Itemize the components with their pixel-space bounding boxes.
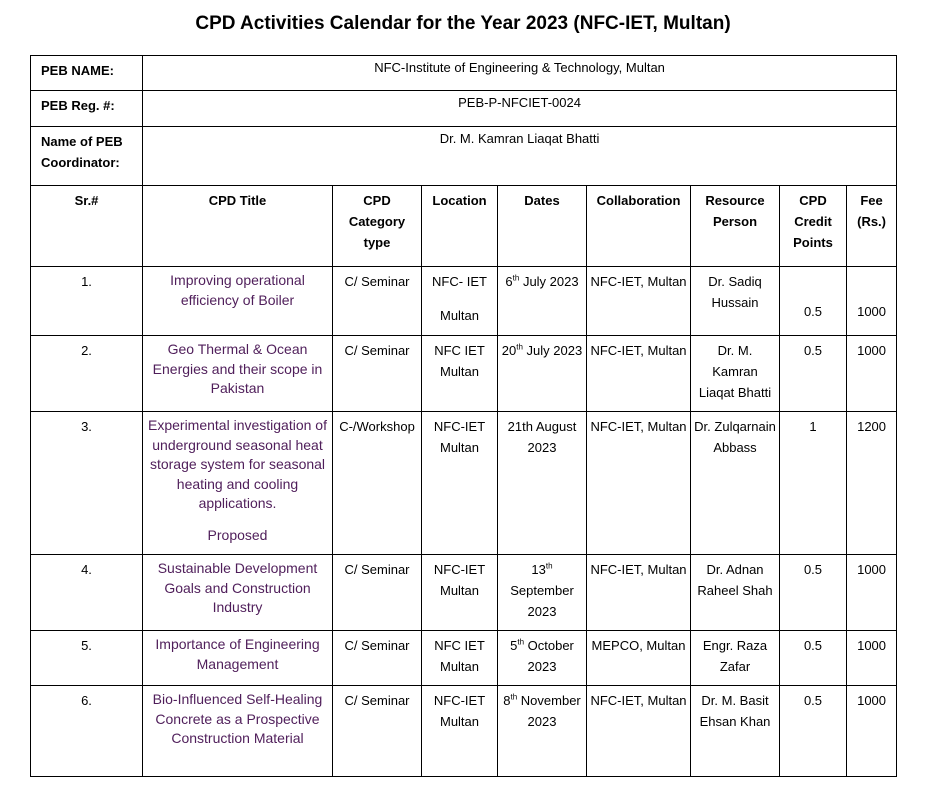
peb-reg-value: PEB-P-NFCIET-0024 bbox=[143, 91, 897, 127]
row-fee: 1000 bbox=[847, 686, 897, 777]
peb-name-row bbox=[31, 56, 897, 91]
row-resource: Dr. M. Kamran Liaqat Bhatti bbox=[691, 336, 780, 412]
cpd-calendar-table bbox=[30, 55, 897, 777]
row-resource: Dr. Adnan Raheel Shah bbox=[691, 555, 780, 631]
row-location-line2: Multan bbox=[439, 308, 480, 323]
row-credit: 0.5 bbox=[780, 336, 847, 412]
row-sr: 5. bbox=[31, 631, 143, 686]
table-row bbox=[31, 686, 897, 777]
table-row bbox=[31, 412, 897, 555]
peb-reg-label: PEB Reg. #: bbox=[31, 91, 143, 127]
row-location: NFC-IET Multan bbox=[422, 412, 498, 555]
header-dates: Dates bbox=[498, 186, 587, 267]
row-credit: 1 bbox=[780, 412, 847, 555]
row-date: 20th July 2023 bbox=[498, 336, 587, 412]
row-status-note: Proposed bbox=[207, 526, 268, 543]
row-category: C/ Seminar bbox=[333, 631, 422, 686]
coordinator-label: Name of PEB Coordinator: bbox=[31, 127, 143, 186]
table-row bbox=[31, 336, 897, 412]
row-title: Geo Thermal & Ocean Energies and their scope in Pakistan bbox=[143, 336, 333, 412]
row-date: 8th November 2023 bbox=[498, 686, 587, 777]
row-collaboration: NFC-IET, Multan bbox=[587, 555, 691, 631]
row-fee: 1000 bbox=[847, 336, 897, 412]
row-credit: 0.5 bbox=[780, 555, 847, 631]
row-collaboration: NFC-IET, Multan bbox=[587, 336, 691, 412]
row-sr: 3. bbox=[31, 412, 143, 555]
header-row bbox=[31, 186, 897, 267]
peb-name-label: PEB NAME: bbox=[31, 56, 143, 91]
row-fee: 1000 bbox=[847, 555, 897, 631]
peb-name-value: NFC-Institute of Engineering & Technology, Multan bbox=[143, 56, 897, 91]
row-date: 21th August 2023 bbox=[498, 412, 587, 555]
row-collaboration: NFC-IET, Multan bbox=[587, 412, 691, 555]
row-title bbox=[143, 412, 333, 555]
row-resource: Engr. Raza Zafar bbox=[691, 631, 780, 686]
header-resource: Resource Person bbox=[691, 186, 780, 267]
header-fee: Fee (Rs.) bbox=[847, 186, 897, 267]
row-location: NFC IET Multan bbox=[422, 336, 498, 412]
row-credit: 0.5 bbox=[780, 686, 847, 777]
row-location bbox=[422, 267, 498, 336]
row-category: C/ Seminar bbox=[333, 686, 422, 777]
row-title: Improving operational efficiency of Boiler bbox=[143, 267, 333, 336]
coordinator-row bbox=[31, 127, 897, 186]
row-fee: 1000 bbox=[847, 631, 897, 686]
table-row bbox=[31, 555, 897, 631]
row-sr: 1. bbox=[31, 267, 143, 336]
header-location: Location bbox=[422, 186, 498, 267]
row-fee: 1000 bbox=[847, 267, 897, 336]
row-category: C/ Seminar bbox=[333, 555, 422, 631]
row-sr: 6. bbox=[31, 686, 143, 777]
row-location: NFC-IET Multan bbox=[422, 555, 498, 631]
peb-reg-row bbox=[31, 91, 897, 127]
header-sr: Sr.# bbox=[31, 186, 143, 267]
row-location: NFC-IET Multan bbox=[422, 686, 498, 777]
row-title: Sustainable Development Goals and Construction Industry bbox=[143, 555, 333, 631]
row-location: NFC IET Multan bbox=[422, 631, 498, 686]
header-collaboration: Collaboration bbox=[587, 186, 691, 267]
row-category: C/ Seminar bbox=[333, 336, 422, 412]
row-fee: 1200 bbox=[847, 412, 897, 555]
row-collaboration: NFC-IET, Multan bbox=[587, 267, 691, 336]
header-credit: CPD Credit Points bbox=[780, 186, 847, 267]
document-title: CPD Activities Calendar for the Year 2023 (NFC-IET, Multan) bbox=[195, 13, 731, 34]
row-date: 6th July 2023 bbox=[498, 267, 587, 336]
table-row bbox=[31, 631, 897, 686]
row-sr: 4. bbox=[31, 555, 143, 631]
row-resource: Dr. Zulqarnain Abbass bbox=[691, 412, 780, 555]
table-row bbox=[31, 267, 897, 336]
header-title: CPD Title bbox=[143, 186, 333, 267]
row-credit: 0.5 bbox=[780, 267, 847, 336]
row-collaboration: NFC-IET, Multan bbox=[587, 686, 691, 777]
row-title-text: Experimental investigation of underground seasonal heat storage system for seasonal heating and cooling applications. bbox=[148, 417, 327, 511]
row-location-line1: NFC- IET bbox=[432, 274, 487, 289]
row-date: 5th October 2023 bbox=[498, 631, 587, 686]
row-resource: Dr. Sadiq Hussain bbox=[691, 267, 780, 336]
row-title: Importance of Engineering Management bbox=[143, 631, 333, 686]
row-category: C-/Workshop bbox=[333, 412, 422, 555]
row-category: C/ Seminar bbox=[333, 267, 422, 336]
row-credit: 0.5 bbox=[780, 631, 847, 686]
row-title: Bio-Influenced Self-Healing Concrete as a Prospective Construction Material bbox=[143, 686, 333, 777]
coordinator-value: Dr. M. Kamran Liaqat Bhatti bbox=[143, 127, 897, 186]
header-category: CPD Category type bbox=[333, 186, 422, 267]
row-sr: 2. bbox=[31, 336, 143, 412]
row-collaboration: MEPCO, Multan bbox=[587, 631, 691, 686]
row-resource: Dr. M. Basit Ehsan Khan bbox=[691, 686, 780, 777]
row-date: 13th September 2023 bbox=[498, 555, 587, 631]
